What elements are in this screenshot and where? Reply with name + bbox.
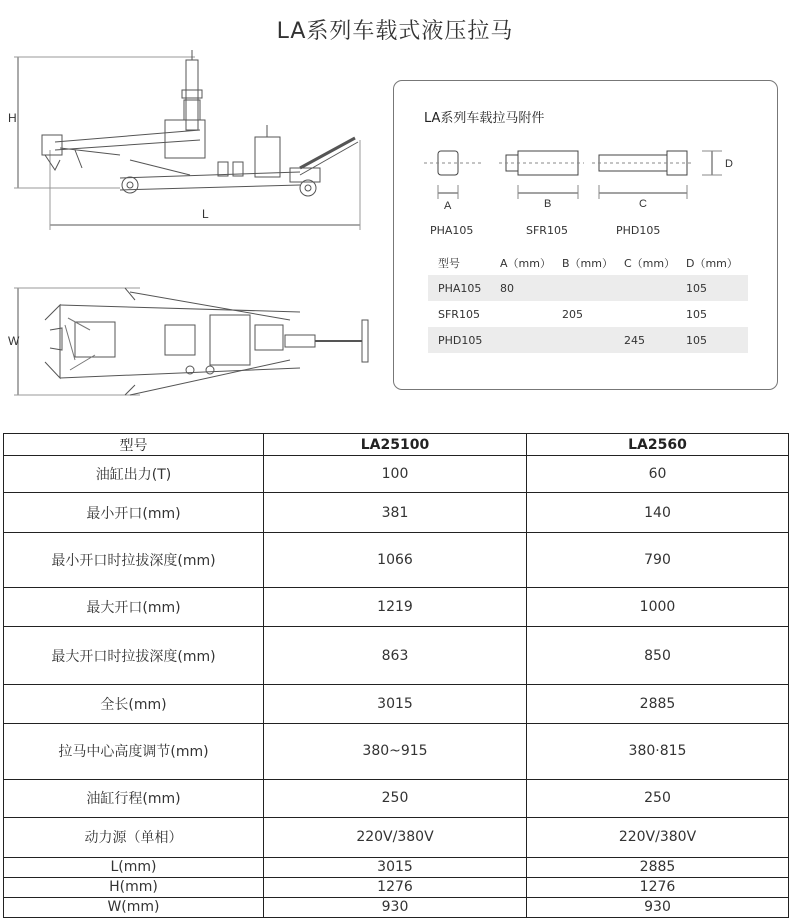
spec-value-cell: 863	[264, 627, 527, 685]
accessory-name-phd105: PHD105	[616, 224, 661, 237]
spec-label-cell: L(mm)	[4, 857, 264, 877]
spec-header-cell: 型号	[4, 434, 264, 456]
accessory-table-row	[428, 275, 748, 301]
spec-row	[4, 817, 789, 857]
spec-value-cell: 100	[264, 456, 527, 493]
spec-label-cell: 最大开口(mm)	[4, 588, 264, 627]
accessory-cell: 105	[686, 307, 707, 321]
accessory-header-cell: C（mm）	[624, 257, 676, 270]
puller-technical-drawing	[0, 40, 390, 400]
spec-value-cell: 1066	[264, 533, 527, 588]
spec-value-cell: 250	[264, 779, 527, 817]
spec-header-cell: LA25100	[264, 434, 527, 456]
spec-row	[4, 779, 789, 817]
accessory-table-row	[428, 327, 748, 353]
spec-row	[4, 533, 789, 588]
spec-label-cell: 最小开口时拉拔深度(mm)	[4, 533, 264, 588]
accessory-cell: 245	[614, 327, 676, 353]
accessory-cell	[614, 275, 676, 301]
accessory-cell	[490, 327, 552, 353]
spec-value-cell: 381	[264, 493, 527, 533]
spec-value-cell: 1276	[527, 877, 789, 897]
spec-value-cell: 1276	[264, 877, 527, 897]
spec-value-cell: 930	[264, 897, 527, 917]
spec-value-cell: 380~915	[264, 723, 527, 779]
accessory-cell: 205	[562, 307, 583, 321]
spec-label-cell: H(mm)	[4, 877, 264, 897]
spec-label-cell: 全长(mm)	[4, 685, 264, 723]
accessory-name-pha105: PHA105	[430, 224, 474, 237]
spec-value-cell: 850	[527, 627, 789, 685]
accessory-header-cell: A（mm）	[500, 257, 551, 270]
accessory-header-cell: D（mm）	[686, 257, 738, 270]
spec-value-cell: 250	[527, 779, 789, 817]
spec-value-cell: 380·815	[527, 723, 789, 779]
accessory-cell	[552, 327, 614, 353]
spec-label-cell: 最大开口时拉拔深度(mm)	[4, 627, 264, 685]
h-dimension-label: H	[8, 111, 17, 125]
accessory-cell	[552, 275, 614, 301]
spec-value-cell: 1219	[264, 588, 527, 627]
accessory-cell: PHA105	[428, 275, 490, 301]
spec-label-cell: 动力源（单相）	[4, 817, 264, 857]
spec-row	[4, 627, 789, 685]
spec-label-cell: 油缸行程(mm)	[4, 779, 264, 817]
accessory-table	[428, 251, 748, 353]
l-dimension-label: L	[202, 207, 209, 221]
spec-value-cell: 790	[527, 533, 789, 588]
accessory-name-sfr105: SFR105	[526, 224, 568, 237]
spec-label-cell: 最小开口(mm)	[4, 493, 264, 533]
dim-b-label: B	[544, 198, 552, 210]
spec-row	[4, 857, 789, 877]
w-dimension-label: W	[8, 334, 20, 348]
accessory-table-row	[428, 301, 748, 327]
spec-row	[4, 877, 789, 897]
accessories-panel	[393, 80, 778, 390]
accessory-cell: 105	[676, 327, 748, 353]
spec-value-cell: 1000	[527, 588, 789, 627]
spec-row	[4, 588, 789, 627]
spec-label-cell: 拉马中心高度调节(mm)	[4, 723, 264, 779]
spec-value-cell: 3015	[264, 685, 527, 723]
spec-header-row	[4, 434, 789, 456]
motor-unit	[255, 137, 280, 177]
spec-value-cell: 3015	[264, 857, 527, 877]
accessory-cell	[490, 301, 552, 327]
spec-row	[4, 456, 789, 493]
accessory-cell	[614, 301, 676, 327]
spec-value-cell: 140	[527, 493, 789, 533]
accessory-table-header	[428, 251, 748, 275]
spec-value-cell: 220V/380V	[264, 817, 527, 857]
spec-row	[4, 897, 789, 917]
dim-d-label: D	[725, 158, 733, 170]
accessory-cell: PHD105	[428, 327, 490, 353]
handle-grip	[362, 320, 368, 362]
spec-label-cell: 油缸出力(T)	[4, 456, 264, 493]
spec-row	[4, 493, 789, 533]
spec-row	[4, 723, 789, 779]
spec-value-cell: 60	[527, 456, 789, 493]
dim-c-label: C	[639, 198, 647, 210]
accessory-cell: SFR105	[438, 307, 480, 321]
spec-row	[4, 685, 789, 723]
accessory-header-cell: 型号	[438, 257, 460, 270]
dim-a-label: A	[444, 200, 452, 212]
accessory-cell: 105	[676, 275, 748, 301]
spec-value-cell: 2885	[527, 857, 789, 877]
spec-value-cell: 2885	[527, 685, 789, 723]
page-title: LA系列车载式液压拉马	[276, 19, 514, 44]
spec-header-cell: LA2560	[527, 434, 789, 456]
spec-table	[3, 433, 789, 918]
accessory-header-cell: B（mm）	[562, 257, 613, 270]
spec-value-cell: 220V/380V	[527, 817, 789, 857]
spec-label-cell: W(mm)	[4, 897, 264, 917]
accessories-title: LA系列车载拉马附件	[424, 111, 545, 126]
accessory-cell: 80	[490, 275, 552, 301]
spec-value-cell: 930	[527, 897, 789, 917]
